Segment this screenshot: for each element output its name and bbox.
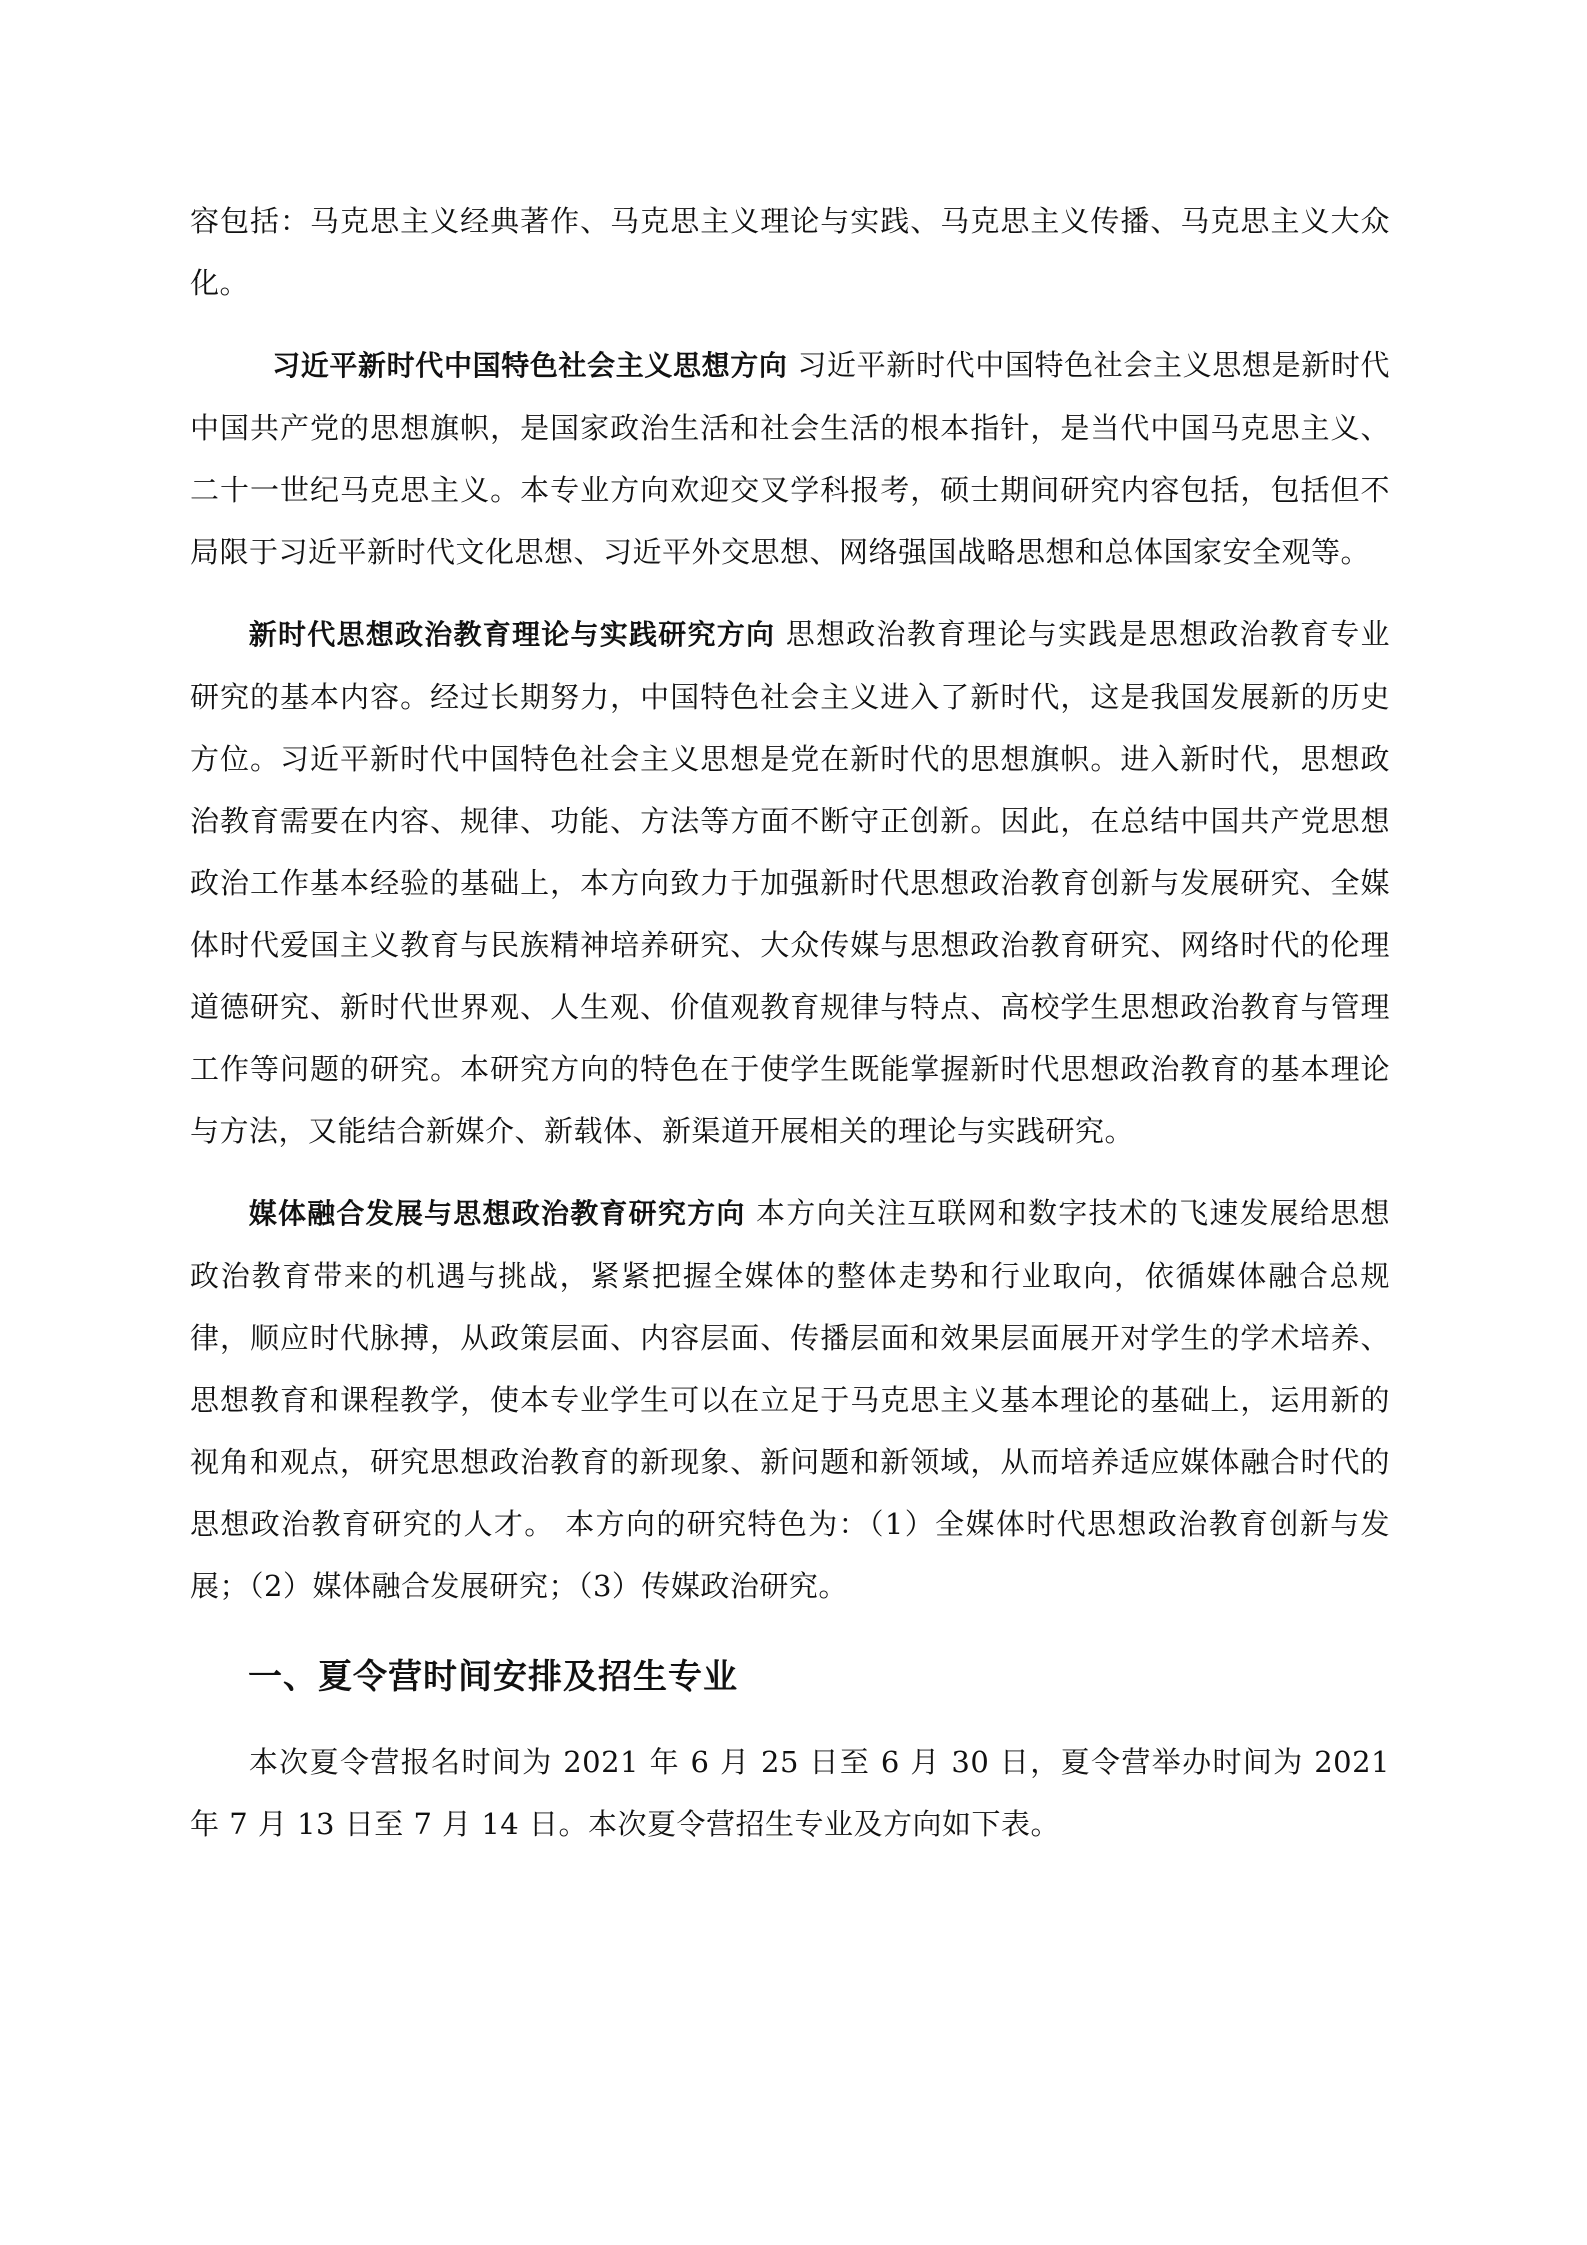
paragraph-text: 容包括：马克思主义经典著作、马克思主义理论与实践、马克思主义传播、马克思主义大众化。: [190, 204, 1390, 300]
paragraph-media-convergence-direction: [190, 1182, 1390, 1617]
paragraph-schedule: [190, 1731, 1390, 1855]
paragraph-lead-title: 媒体融合发展与思想政治教育研究方向: [248, 1197, 746, 1230]
paragraph-ideological-education-direction: [190, 603, 1390, 1162]
paragraph-lead-title: 新时代思想政治教育理论与实践研究方向: [248, 618, 776, 651]
paragraph-content-scope: [190, 190, 1390, 314]
paragraph-text: 本方向关注互联网和数字技术的飞速发展给思想政治教育带来的机遇与挑战，紧紧把握全媒体的整体走势和行业取向，依循媒体融合总规律，顺应时代脉搏，从政策层面、内容层面、传播层面和效果层面展开对学生的学术培养、思想教育和课程教学，使本专业学生可以在立足于马克思主义基本理论的基础上，运用新的视角和观点，研究思想政治教育的新现象、新问题和新领域，从而培养适应媒体融合时代的思想政治教育研究的人才。 本方向的研究特色为：（1）全媒体时代思想政治教育创新与发展；（2）媒体融合发展研究；（3）传媒政治研究。: [190, 1196, 1390, 1603]
paragraph-xi-thought-direction: [190, 334, 1390, 583]
document-page: [190, 190, 1390, 1855]
paragraph-text: 本次夏令营报名时间为 2021 年 6 月 25 日至 6 月 30 日，夏令营举办时间为 2021 年 7 月 13 日至 7 月 14 日。本次夏令营招生专业及方向如下表。: [190, 1745, 1390, 1841]
paragraph-lead-title: 习近平新时代中国特色社会主义思想方向: [272, 349, 788, 382]
section-heading: 一、夏令营时间安排及招生专业: [248, 1657, 738, 1697]
paragraph-text: 思想政治教育理论与实践是思想政治教育专业研究的基本内容。经过长期努力，中国特色社会主义进入了新时代，这是我国发展新的历史方位。习近平新时代中国特色社会主义思想是党在新时代的思想旗帜。进入新时代，思想政治教育需要在内容、规律、功能、方法等方面不断守正创新。因此，在总结中国共产党思想政治工作基本经验的基础上，本方向致力于加强新时代思想政治教育创新与发展研究、全媒体时代爱国主义教育与民族精神培养研究、大众传媒与思想政治教育研究、网络时代的伦理道德研究、新时代世界观、人生观、价值观教育规律与特点、高校学生思想政治教育与管理工作等问题的研究。本研究方向的特色在于使学生既能掌握新时代思想政治教育的基本理论与方法，又能结合新媒介、新载体、新渠道开展相关的理论与实践研究。: [190, 617, 1390, 1148]
paragraph-text: 习近平新时代中国特色社会主义思想是新时代中国共产党的思想旗帜，是国家政治生活和社会生活的根本指针，是当代中国马克思主义、二十一世纪马克思主义。本专业方向欢迎交叉学科报考，硕士期间研究内容包括，包括但不局限于习近平新时代文化思想、习近平外交思想、网络强国战略思想和总体国家安全观等。: [190, 348, 1390, 569]
